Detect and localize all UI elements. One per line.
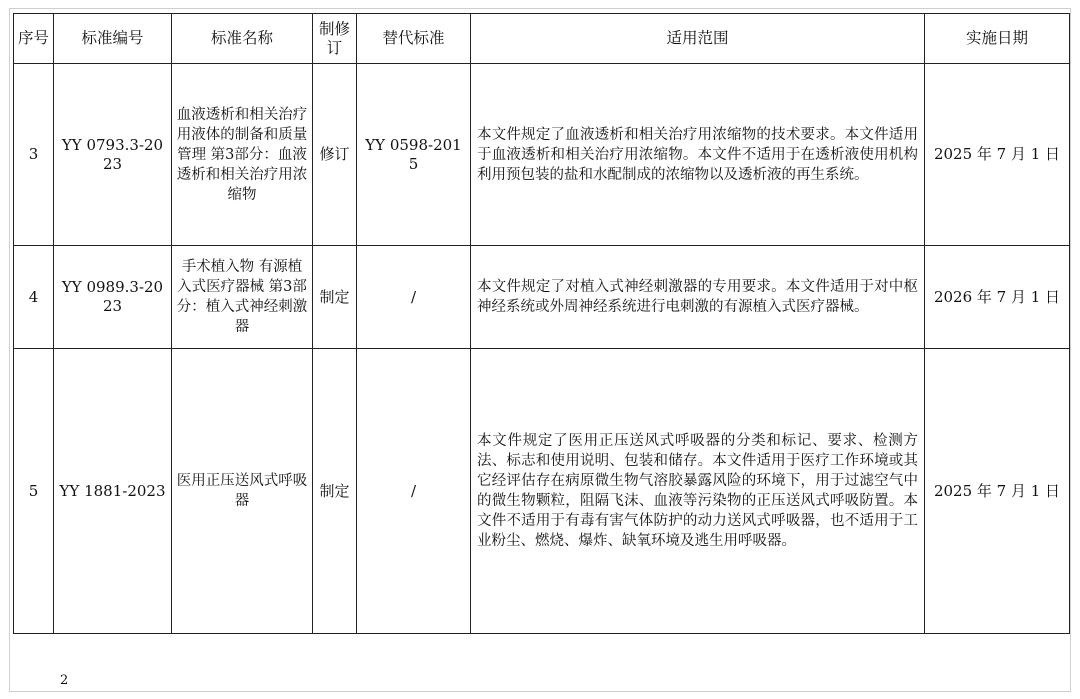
header-type: 制修订 [313, 14, 357, 64]
cell-no: 3 [14, 64, 54, 246]
header-name: 标准名称 [172, 14, 313, 64]
cell-name: 血液透析和相关治疗用液体的制备和质量管理 第3部分：血液透析和相关治疗用浓缩物 [172, 64, 313, 246]
cell-date: 2025 年 7 月 1 日 [925, 349, 1070, 634]
cell-name: 手术植入物 有源植入式医疗器械 第3部分：植入式神经刺激器 [172, 246, 313, 349]
table-row [14, 64, 1070, 246]
cell-type: 修订 [313, 64, 357, 246]
cell-replace: / [357, 349, 471, 634]
cell-name: 医用正压送风式呼吸器 [172, 349, 313, 634]
cell-code: YY 1881-2023 [54, 349, 172, 634]
cell-code: YY 0989.3-2023 [54, 246, 172, 349]
header-code: 标准编号 [54, 14, 172, 64]
cell-replace: YY 0598-2015 [357, 64, 471, 246]
cell-scope: 本文件规定了医用正压送风式呼吸器的分类和标记、要求、检测方法、标志和使用说明、包装和储存。本文件适用于医疗工作环境或其它经评估存在病原微生物气溶胶暴露风险的环境下，用于过滤空气中的微生物颗粒，阻隔飞沫、血液等污染物的正压送风式呼吸防置。本文件不适用于有毒有害气体防护的动力送风式呼吸器，也不适用于工业粉尘、燃烧、爆炸、缺氧环境及逃生用呼吸器。 [471, 349, 925, 634]
cell-type: 制定 [313, 349, 357, 634]
header-replace: 替代标准 [357, 14, 471, 64]
table-header-row [14, 14, 1070, 64]
header-date: 实施日期 [925, 14, 1070, 64]
page-number: 2 [60, 673, 69, 688]
cell-code: YY 0793.3-2023 [54, 64, 172, 246]
cell-no: 4 [14, 246, 54, 349]
table-row [14, 349, 1070, 634]
header-scope: 适用范围 [471, 14, 925, 64]
cell-type: 制定 [313, 246, 357, 349]
cell-no: 5 [14, 349, 54, 634]
cell-scope: 本文件规定了血液透析和相关治疗用浓缩物的技术要求。本文件适用于血液透析和相关治疗用浓缩物。本文件不适用于在透析液使用机构利用预包装的盐和水配制成的浓缩物以及透析液的再生系统。 [471, 64, 925, 246]
cell-date: 2026 年 7 月 1 日 [925, 246, 1070, 349]
cell-date: 2025 年 7 月 1 日 [925, 64, 1070, 246]
standards-table [13, 13, 1070, 634]
cell-replace: / [357, 246, 471, 349]
table-row [14, 246, 1070, 349]
header-no: 序号 [14, 14, 54, 64]
cell-scope: 本文件规定了对植入式神经刺激器的专用要求。本文件适用于对中枢神经系统或外周神经系统进行电刺激的有源植入式医疗器械。 [471, 246, 925, 349]
